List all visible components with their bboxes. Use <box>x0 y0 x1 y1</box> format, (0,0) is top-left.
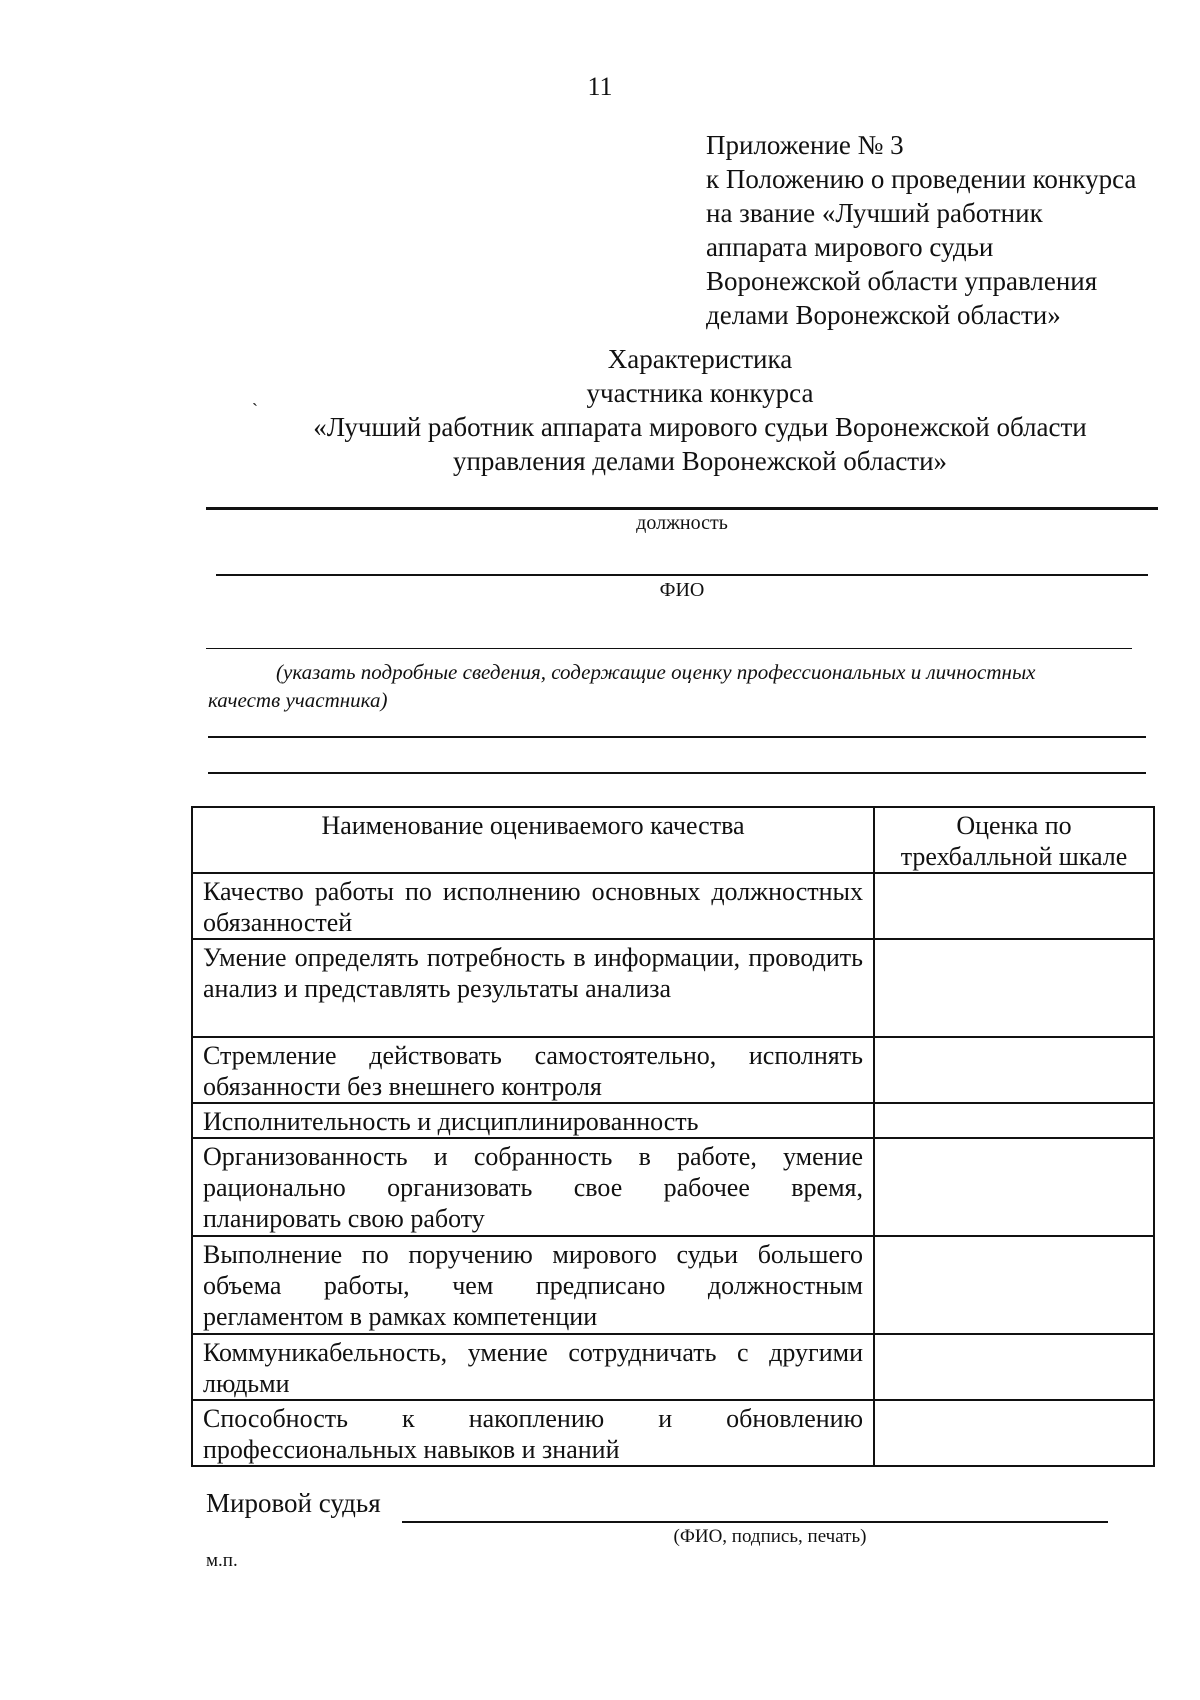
table-row <box>192 873 1154 939</box>
score-cell[interactable] <box>874 1138 1154 1236</box>
table-header-row <box>192 807 1154 873</box>
stray-mark: ˏ <box>252 386 258 406</box>
fio-field-line[interactable] <box>216 574 1148 576</box>
quality-cell: Исполнительность и дисциплинированность <box>192 1103 874 1138</box>
title-line: Характеристика <box>607 344 793 374</box>
table-row <box>192 1400 1154 1466</box>
quality-cell: Умение определять потребность в информации, проводить анализ и представлять результаты анализа <box>192 939 874 1037</box>
score-cell[interactable] <box>874 1400 1154 1466</box>
quality-cell: Выполнение по поручению мирового судьи большего объема работы, чем предписано должностным регламентом в рамках компетенции <box>192 1236 874 1334</box>
score-cell[interactable] <box>874 1037 1154 1103</box>
stamp-place: м.п. <box>206 1550 238 1571</box>
score-cell[interactable] <box>874 939 1154 1037</box>
table-row <box>192 1103 1154 1138</box>
fio-caption: ФИО <box>659 579 705 601</box>
appendix-block <box>706 128 1136 332</box>
assessment-table <box>191 806 1155 1467</box>
appendix-line: делами Воронежской области» <box>706 300 1061 330</box>
judge-caption: (ФИО, подпись, печать) <box>673 1526 867 1547</box>
instruction-note <box>208 658 1164 714</box>
table-row <box>192 1334 1154 1400</box>
page-number: 11 <box>587 72 613 101</box>
score-cell[interactable] <box>874 873 1154 939</box>
table-row <box>192 1138 1154 1236</box>
quality-cell: Организованность и собранность в работе, умение рационально организовать свое рабочее время, планировать свою работу <box>192 1138 874 1236</box>
table-row <box>192 1236 1154 1334</box>
document-title <box>200 342 1200 478</box>
score-cell[interactable] <box>874 1103 1154 1138</box>
instruction-line: (указать подробные сведения, содержащие оценку профессиональных и личностных <box>276 660 1036 684</box>
appendix-line: аппарата мирового судьи <box>706 232 994 262</box>
table-row <box>192 1037 1154 1103</box>
description-line[interactable] <box>208 772 1146 774</box>
judge-signature-line[interactable] <box>402 1521 1108 1523</box>
instruction-line: качеств участника) <box>208 688 388 712</box>
title-line: «Лучший работник аппарата мирового судьи Воронежской области <box>313 412 1087 442</box>
score-cell[interactable] <box>874 1334 1154 1400</box>
appendix-line: Приложение № 3 <box>706 130 904 160</box>
quality-cell: Коммуникабельность, умение сотрудничать с другими людьми <box>192 1334 874 1400</box>
title-line: участника конкурса <box>586 378 814 408</box>
appendix-line: на звание «Лучший работник <box>706 198 1043 228</box>
score-cell[interactable] <box>874 1236 1154 1334</box>
table-row <box>192 939 1154 1037</box>
appendix-line: Воронежской области управления <box>706 266 1098 296</box>
quality-cell: Способность к накоплению и обновлению профессиональных навыков и знаний <box>192 1400 874 1466</box>
description-line[interactable] <box>208 736 1146 738</box>
position-caption: должность <box>636 512 728 534</box>
header-score: Оценка по трехбалльной шкале <box>874 807 1154 873</box>
quality-cell: Стремление действовать самостоятельно, исполнять обязанности без внешнего контроля <box>192 1037 874 1103</box>
position-field-line[interactable] <box>206 507 1158 510</box>
header-quality: Наименование оцениваемого качества <box>192 807 874 873</box>
judge-label: Мировой судья <box>206 1488 381 1518</box>
appendix-line: к Положению о проведении конкурса <box>706 164 1137 194</box>
quality-cell: Качество работы по исполнению основных должностных обязанностей <box>192 873 874 939</box>
title-line: управления делами Воронежской области» <box>452 446 948 476</box>
description-line[interactable] <box>206 648 1132 649</box>
